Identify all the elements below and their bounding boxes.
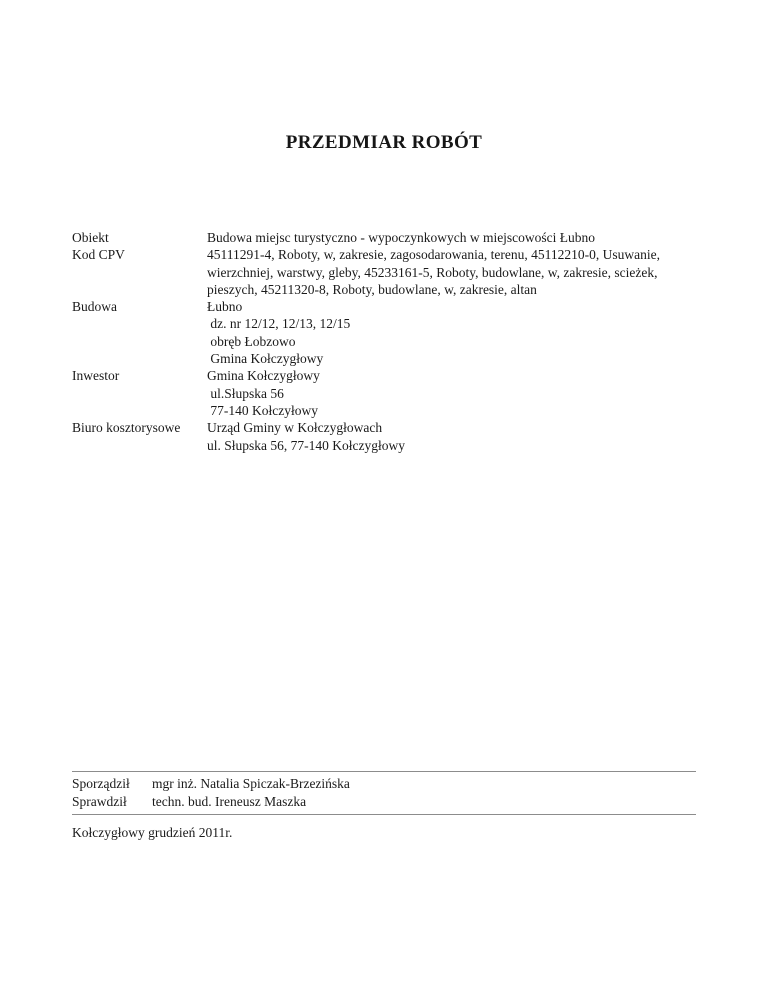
signatures-table [72, 771, 696, 815]
info-line: Budowa miejsc turystyczno - wypoczynkowych w miejscowości Łubno [207, 230, 596, 245]
signature-value-sporzadzil: mgr inż. Natalia Spiczak-Brzezińska [152, 776, 350, 791]
info-table [72, 229, 698, 454]
info-line: Urząd Gminy w Kołczygłowach [207, 420, 383, 436]
info-label-kod-cpv: Kod CPV [72, 247, 125, 263]
info-value-budowa [207, 298, 698, 367]
info-row-biuro-kosztorysowe [72, 419, 698, 454]
info-value-kod-cpv [207, 246, 698, 298]
signature-row-sporzadzil [72, 775, 696, 793]
info-value-obiekt [207, 229, 698, 246]
info-line: ul.Słupska 56 [207, 385, 284, 401]
info-value-inwestor [207, 367, 698, 419]
info-label-biuro-kosztorysowe: Biuro kosztorysowe [72, 420, 181, 436]
info-label-inwestor: Inwestor [72, 368, 120, 384]
info-value-biuro-kosztorysowe [207, 419, 698, 454]
signature-row-sprawdzil [72, 793, 696, 811]
info-line: dz. nr 12/12, 12/13, 12/15 [207, 316, 351, 332]
info-label-budowa: Budowa [72, 299, 117, 315]
info-line: Gmina Kołczygłowy [207, 351, 324, 367]
info-row-budowa [72, 298, 698, 367]
info-row-kod-cpv [72, 246, 698, 298]
info-line: 77-140 Kołczyłowy [207, 402, 318, 418]
info-row-inwestor [72, 367, 698, 419]
signature-label-sporzadzil: Sporządził [72, 776, 130, 791]
info-line: 45111291-4, Roboty, w, zakresie, zagosodarowania, terenu, 45112210-0, Usuwanie, wierzchniej, warstwy, gleby, 45233161-5, Roboty, budowlane, w, zakresie, scieżek, pieszych, 45211320-8, Roboty, budowlane, w, zakresie, altan [207, 247, 664, 297]
signature-label-sprawdzil: Sprawdził [72, 793, 127, 809]
place-and-date: Kołczygłowy grudzień 2011r. [72, 825, 233, 840]
info-line: obręb Łobzowo [207, 333, 296, 349]
info-line: Łubno [207, 299, 243, 315]
info-row-obiekt [72, 229, 698, 246]
info-line: Gmina Kołczygłowy [207, 368, 320, 384]
document-title: PRZEDMIAR ROBÓT [285, 132, 483, 153]
signature-value-sprawdzil: techn. bud. Ireneusz Maszka [152, 793, 307, 809]
info-label-obiekt: Obiekt [72, 230, 109, 245]
info-line: ul. Słupska 56, 77-140 Kołczygłowy [207, 437, 405, 453]
